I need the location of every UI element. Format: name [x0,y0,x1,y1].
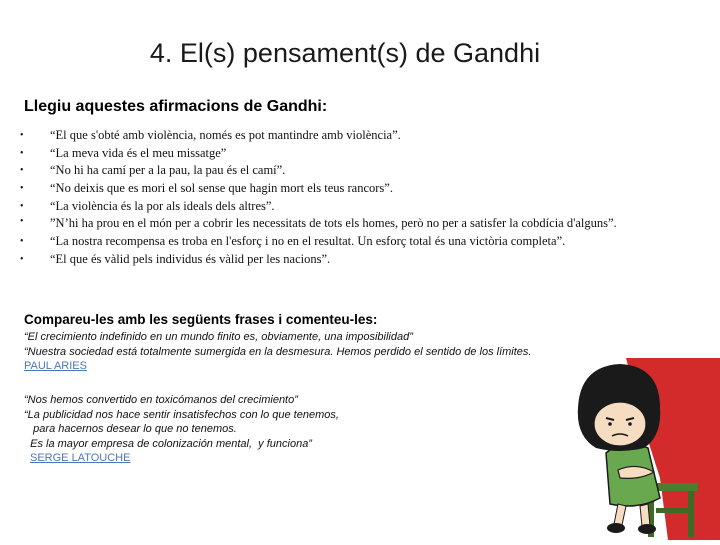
list-item [20,199,660,215]
list-item [20,216,660,230]
gandhi-subheading: Llegiu aquestes afirmacions de Gandhi: [24,98,328,115]
bullet-icon: • [20,235,24,247]
quote-text: “El que s'obté amb violència, només es pot mantindre amb violència”. [50,128,401,142]
quote-text: “No hi ha camí per a la pau, la pau és el camí”. [50,163,286,178]
paul-aries-quote-block [24,330,584,374]
quote-text: “No deixis que es mori el sol sense que hagin mort els teus rancors”. [50,181,393,196]
bullet-icon: • [20,165,24,177]
author-link-serge-latouche[interactable]: SERGE LATOUCHE [30,452,131,465]
mafalda-cartoon-icon [548,358,720,540]
gandhi-quote-list [20,128,660,269]
bullet-icon: • [20,253,24,265]
author-link-paul-aries[interactable]: PAUL ARIES [24,360,87,373]
bullet-icon: • [20,216,24,228]
quote-text: “El que és vàlid pels individus és vàlid per les nacions”. [50,251,331,266]
list-item [20,234,660,250]
bullet-icon: • [20,200,24,212]
quote-line: “Nuestra sociedad está totalmente sumergida en la desmesura. Hemos perdido el sentido de los límites. [24,345,532,358]
bullet-icon: • [20,183,24,195]
compare-heading: Compareu-les amb les següents frases i comenteu-les: [24,312,378,327]
quote-text: ”N’hi ha prou en el món per a cobrir les necessitats de tots els homes, però no per a satisfer la cobdícia d'alguns”. [50,216,617,231]
quote-text: “La violència és la por als ideals dels altres”. [50,198,275,213]
quote-text: “La meva vida és el meu missatge” [50,145,227,160]
quote-line: “La publicidad nos hace sentir insatisfechos con lo que tenemos, [24,408,339,421]
quote-line: “Nos hemos convertido en toxicómanos del crecimiento” [24,394,298,406]
quote-line: para hacernos desear lo que no tenemos. [24,423,237,436]
list-item [20,163,660,179]
bullet-icon: • [20,130,24,141]
quote-line: “El crecimiento indefinido en un mundo finito es, obviamente, una imposibilidad” [24,331,413,343]
list-item [20,146,660,162]
list-item [20,181,660,197]
serge-latouche-quote-block [24,393,584,466]
slide-title: 4. El(s) pensament(s) de Gandhi [149,38,541,68]
list-item [20,252,660,268]
quote-line: Es la mayor empresa de colonización mental, y funciona” [24,437,312,450]
bullet-icon: • [20,147,24,159]
quote-text: “La nostra recompensa es troba en l'esforç i no en el resultat. Un esforç total és una victòria completa”. [50,233,566,248]
list-item [20,128,660,144]
